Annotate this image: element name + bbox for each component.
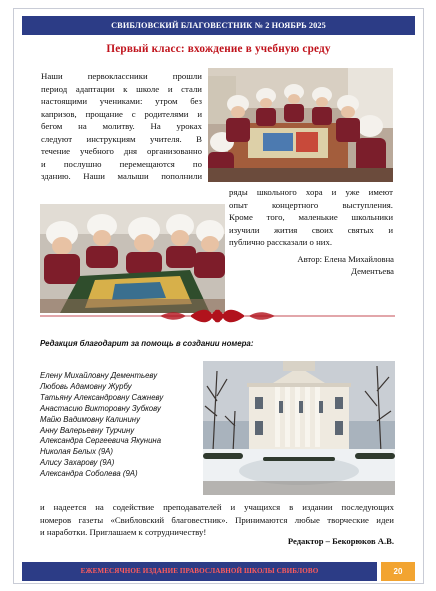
newspaper-footer xyxy=(22,562,377,581)
closing-paragraph xyxy=(40,501,394,539)
text-line: номеров газеты «Свибловский благовестник». Принимаются любые творческие идеи xyxy=(40,514,394,525)
text-line: капризов, прощание с родителями и xyxy=(41,108,202,119)
text-line: опыт концертного выступления. xyxy=(229,199,393,210)
newspaper-header xyxy=(22,16,415,35)
text-line: следуют инструкциям учителя. В xyxy=(41,133,202,144)
text-line: и послушно перемещаются по xyxy=(41,158,202,169)
list-item: Александра Соболева (9А) xyxy=(40,469,138,479)
article-author xyxy=(260,253,394,278)
board-game-photo xyxy=(40,204,225,313)
list-item: Анастасию Викторовну Зубкову xyxy=(40,403,161,413)
text-line: и надеется на содействие преподавателей и учащихся в издании последующих xyxy=(40,502,394,512)
contributors-list xyxy=(40,371,205,480)
text-line: бегом на молитву. На уроках xyxy=(41,121,202,132)
article-paragraph-1 xyxy=(41,70,202,183)
list-item: Николая Белых (9А) xyxy=(40,447,113,457)
list-item: Любовь Адамовну Журбу xyxy=(40,381,132,391)
text-line: зданию. Наши малыши пополнили xyxy=(41,171,202,182)
list-item: Майю Вадимовну Калинину xyxy=(40,414,140,424)
text-line: публично рассказали о них. xyxy=(229,237,333,248)
text-line: Наши первоклассники прошли xyxy=(41,71,202,81)
article-paragraph-2 xyxy=(229,186,393,249)
author-label: Автор: Елена Михайловна xyxy=(297,254,394,264)
classroom-photo xyxy=(208,68,393,182)
text-line: настоящими учениками: утром без xyxy=(41,96,202,107)
list-item: Анну Валерьевну Турчину xyxy=(40,425,135,435)
editor-signature: Редактор – Бекорюков А.В. xyxy=(287,536,394,546)
text-line: и наработки. Приглашаем к сотрудничеству! xyxy=(40,527,207,538)
text-line: период адаптации к школе и стали xyxy=(41,83,202,94)
text-line: Кроме того, маленькие школьники xyxy=(229,212,393,223)
list-item: Татьяну Александровну Сажневу xyxy=(40,392,164,402)
thanks-title: Редакция благодарит за помощь в создании номера: xyxy=(40,339,254,348)
ornament-divider xyxy=(40,305,395,327)
page-number-badge: 20 xyxy=(381,562,415,581)
article-title: Первый класс: вхождение в учебную среду xyxy=(106,43,331,55)
manor-photo xyxy=(203,361,395,495)
text-line: изучили жития своих святых и xyxy=(229,224,393,235)
author-surname: Дементьева xyxy=(351,266,394,277)
text-line: течение учебного дня организованно xyxy=(41,146,202,157)
list-item: Елену Михайловну Дементьеву xyxy=(40,371,158,380)
text-line: ряды школьного хора и уже имеют xyxy=(229,187,393,197)
list-item: Александра Сергеевича Якунина xyxy=(40,436,162,446)
header-text: СВИБЛОВСКИЙ БЛАГОВЕСТНИК № 2 НОЯБРЬ 2025 xyxy=(111,21,326,30)
footer-text: ЕЖЕМЕСЯЧНОЕ ИЗДАНИЕ ПРАВОСЛАВНОЙ ШКОЛЫ СВИБЛОВО xyxy=(80,567,319,575)
list-item: Алису Захарову (9А) xyxy=(40,458,115,468)
